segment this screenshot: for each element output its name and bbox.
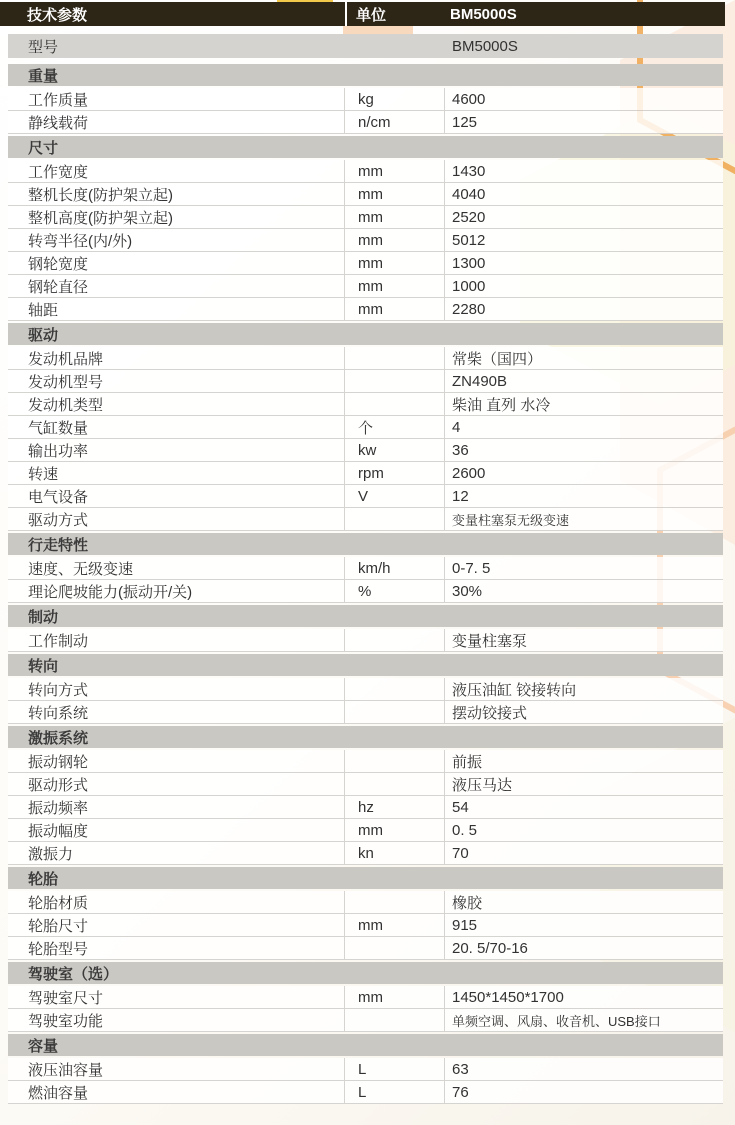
spec-label: 轮胎尺寸 [8, 914, 345, 936]
spec-row [8, 580, 723, 603]
spec-row [8, 819, 723, 842]
spec-row [8, 462, 723, 485]
section-title: 激振系统 [28, 729, 89, 747]
spec-value: 前振 [452, 753, 483, 771]
spec-row [8, 439, 723, 462]
spec-label: 发动机型号 [8, 370, 345, 392]
spec-value: 70 [452, 844, 469, 862]
spec-label: 驱动方式 [8, 508, 345, 530]
spec-row [8, 1009, 723, 1032]
section-header [8, 867, 723, 889]
section-header [8, 64, 723, 86]
spec-unit: mm [345, 914, 445, 936]
section-title: 行走特性 [28, 536, 89, 554]
spec-row [8, 557, 723, 580]
spec-row [8, 252, 723, 275]
section-title: 尺寸 [28, 139, 59, 157]
spec-value: 橡胶 [452, 894, 483, 912]
section-header [8, 136, 723, 158]
table-header-row [0, 2, 725, 26]
spec-label: 速度、无级变速 [8, 557, 345, 579]
spec-unit: mm [345, 275, 445, 297]
spec-label: 轴距 [8, 298, 345, 320]
spec-label: 轮胎材质 [8, 891, 345, 913]
spec-unit: L [345, 1081, 445, 1103]
spec-value: 1450*1450*1700 [452, 988, 564, 1006]
spec-row [8, 111, 723, 134]
spec-unit: % [345, 580, 445, 602]
spec-label: 燃油容量 [8, 1081, 345, 1103]
spec-row [8, 1081, 723, 1104]
spec-value: 1000 [452, 277, 486, 295]
table-header-param: 技术参数 [27, 6, 88, 24]
spec-row [8, 914, 723, 937]
table-header-model: BM5000S [450, 5, 517, 23]
spec-unit [345, 1009, 445, 1031]
spec-label: 气缸数量 [8, 416, 345, 438]
spec-unit: kn [345, 842, 445, 864]
spec-unit [345, 937, 445, 959]
section-header [8, 654, 723, 676]
spec-value: 变量柱塞泵 [452, 632, 528, 650]
spec-row [8, 986, 723, 1009]
spec-value: 液压油缸 铰接转向 [452, 681, 577, 699]
spec-label: 振动幅度 [8, 819, 345, 841]
spec-row [8, 229, 723, 252]
spec-value: 0. 5 [452, 821, 478, 839]
spec-value: 常柴（国四） [452, 350, 543, 368]
spec-value: 76 [452, 1083, 469, 1101]
spec-value: 2280 [452, 300, 486, 318]
spec-label: 工作宽度 [8, 160, 345, 182]
spec-value: 12 [452, 487, 469, 505]
model-row [8, 34, 723, 58]
spec-label: 工作制动 [8, 629, 345, 651]
spec-value: 915 [452, 916, 478, 934]
spec-row [8, 275, 723, 298]
spec-unit: V [345, 485, 445, 507]
spec-unit: 个 [345, 416, 445, 438]
spec-value: 2520 [452, 208, 486, 226]
spec-row [8, 508, 723, 531]
section-title: 重量 [28, 67, 59, 85]
spec-value: 63 [452, 1060, 469, 1078]
spec-unit [345, 750, 445, 772]
spec-label: 发动机类型 [8, 393, 345, 415]
spec-row [8, 842, 723, 865]
spec-label: 转向方式 [8, 678, 345, 700]
spec-row [8, 796, 723, 819]
spec-value: ZN490B [452, 372, 508, 390]
spec-label: 输出功率 [8, 439, 345, 461]
table-header-unit: 单位 [356, 6, 387, 24]
spec-label: 驾驶室尺寸 [8, 986, 345, 1008]
spec-row [8, 347, 723, 370]
spec-label: 电气设备 [8, 485, 345, 507]
section-header [8, 1034, 723, 1056]
section-header [8, 533, 723, 555]
spec-row [8, 370, 723, 393]
spec-label: 驱动形式 [8, 773, 345, 795]
spec-row [8, 629, 723, 652]
spec-unit [345, 678, 445, 700]
spec-value: 4040 [452, 185, 486, 203]
spec-unit: kw [345, 439, 445, 461]
spec-label: 钢轮宽度 [8, 252, 345, 274]
spec-unit [345, 508, 445, 530]
spec-unit [345, 891, 445, 913]
spec-label: 液压油容量 [8, 1058, 345, 1080]
spec-value: 摆动铰接式 [452, 704, 528, 722]
spec-value: 0-7. 5 [452, 559, 491, 577]
spec-unit: mm [345, 229, 445, 251]
spec-label: 激振力 [8, 842, 345, 864]
section-title: 驱动 [28, 326, 59, 344]
spec-label: 工作质量 [8, 88, 345, 110]
spec-unit: mm [345, 183, 445, 205]
spec-label: 振动频率 [8, 796, 345, 818]
model-label: 型号 [28, 38, 59, 56]
spec-value: 125 [452, 113, 478, 131]
spec-label: 转速 [8, 462, 345, 484]
spec-unit: mm [345, 986, 445, 1008]
spec-row [8, 678, 723, 701]
section-header [8, 962, 723, 984]
spec-unit: mm [345, 819, 445, 841]
spec-row [8, 416, 723, 439]
spec-table [0, 2, 735, 1104]
section-header [8, 323, 723, 345]
spec-unit: hz [345, 796, 445, 818]
section-title: 制动 [28, 608, 59, 626]
spec-row [8, 206, 723, 229]
spec-value: 4600 [452, 90, 486, 108]
spec-value: 单频空调、风扇、收音机、USB接口 [452, 1013, 661, 1029]
spec-value: 2600 [452, 464, 486, 482]
spec-unit [345, 393, 445, 415]
spec-unit: km/h [345, 557, 445, 579]
spec-value: 柴油 直列 水冷 [452, 396, 551, 414]
spec-unit: mm [345, 252, 445, 274]
spec-row [8, 750, 723, 773]
spec-unit [345, 347, 445, 369]
spec-value: 液压马达 [452, 776, 513, 794]
spec-value: 30% [452, 582, 483, 600]
spec-label: 转向系统 [8, 701, 345, 723]
spec-value: 20. 5/70-16 [452, 939, 528, 957]
section-header [8, 726, 723, 748]
spec-unit: L [345, 1058, 445, 1080]
spec-value: 36 [452, 441, 469, 459]
spec-row [8, 88, 723, 111]
spec-value: 5012 [452, 231, 486, 249]
spec-unit [345, 773, 445, 795]
section-header [8, 605, 723, 627]
spec-row [8, 160, 723, 183]
spec-value: 54 [452, 798, 469, 816]
spec-label: 钢轮直径 [8, 275, 345, 297]
spec-unit [345, 370, 445, 392]
spec-label: 静线载荷 [8, 111, 345, 133]
spec-label: 轮胎型号 [8, 937, 345, 959]
spec-unit [345, 629, 445, 651]
section-title: 转向 [28, 657, 59, 675]
spec-unit: rpm [345, 462, 445, 484]
section-title: 轮胎 [28, 870, 59, 888]
spec-row [8, 485, 723, 508]
section-title: 容量 [28, 1037, 59, 1055]
model-value: BM5000S [452, 37, 518, 55]
spec-label: 整机高度(防护架立起) [8, 206, 345, 228]
spec-row [8, 773, 723, 796]
spec-unit: kg [345, 88, 445, 110]
spec-value: 1300 [452, 254, 486, 272]
spec-label: 驾驶室功能 [8, 1009, 345, 1031]
table-body [0, 64, 735, 1104]
spec-label: 转弯半径(内/外) [8, 229, 345, 251]
section-title: 驾驶室（选） [28, 965, 119, 983]
spec-row [8, 701, 723, 724]
spec-value: 4 [452, 418, 461, 436]
spec-value: 变量柱塞泵无级变速 [452, 512, 570, 528]
spec-label: 振动钢轮 [8, 750, 345, 772]
spec-row [8, 1058, 723, 1081]
spec-unit: mm [345, 160, 445, 182]
spec-unit [345, 701, 445, 723]
spec-label: 理论爬坡能力(振动开/关) [8, 580, 345, 602]
spec-unit: mm [345, 298, 445, 320]
spec-unit: mm [345, 206, 445, 228]
spec-value: 1430 [452, 162, 486, 180]
spec-row [8, 891, 723, 914]
spec-row [8, 183, 723, 206]
spec-row [8, 393, 723, 416]
spec-row [8, 937, 723, 960]
spec-label: 发动机品牌 [8, 347, 345, 369]
spec-unit: n/cm [345, 111, 445, 133]
spec-label: 整机长度(防护架立起) [8, 183, 345, 205]
spec-row [8, 298, 723, 321]
